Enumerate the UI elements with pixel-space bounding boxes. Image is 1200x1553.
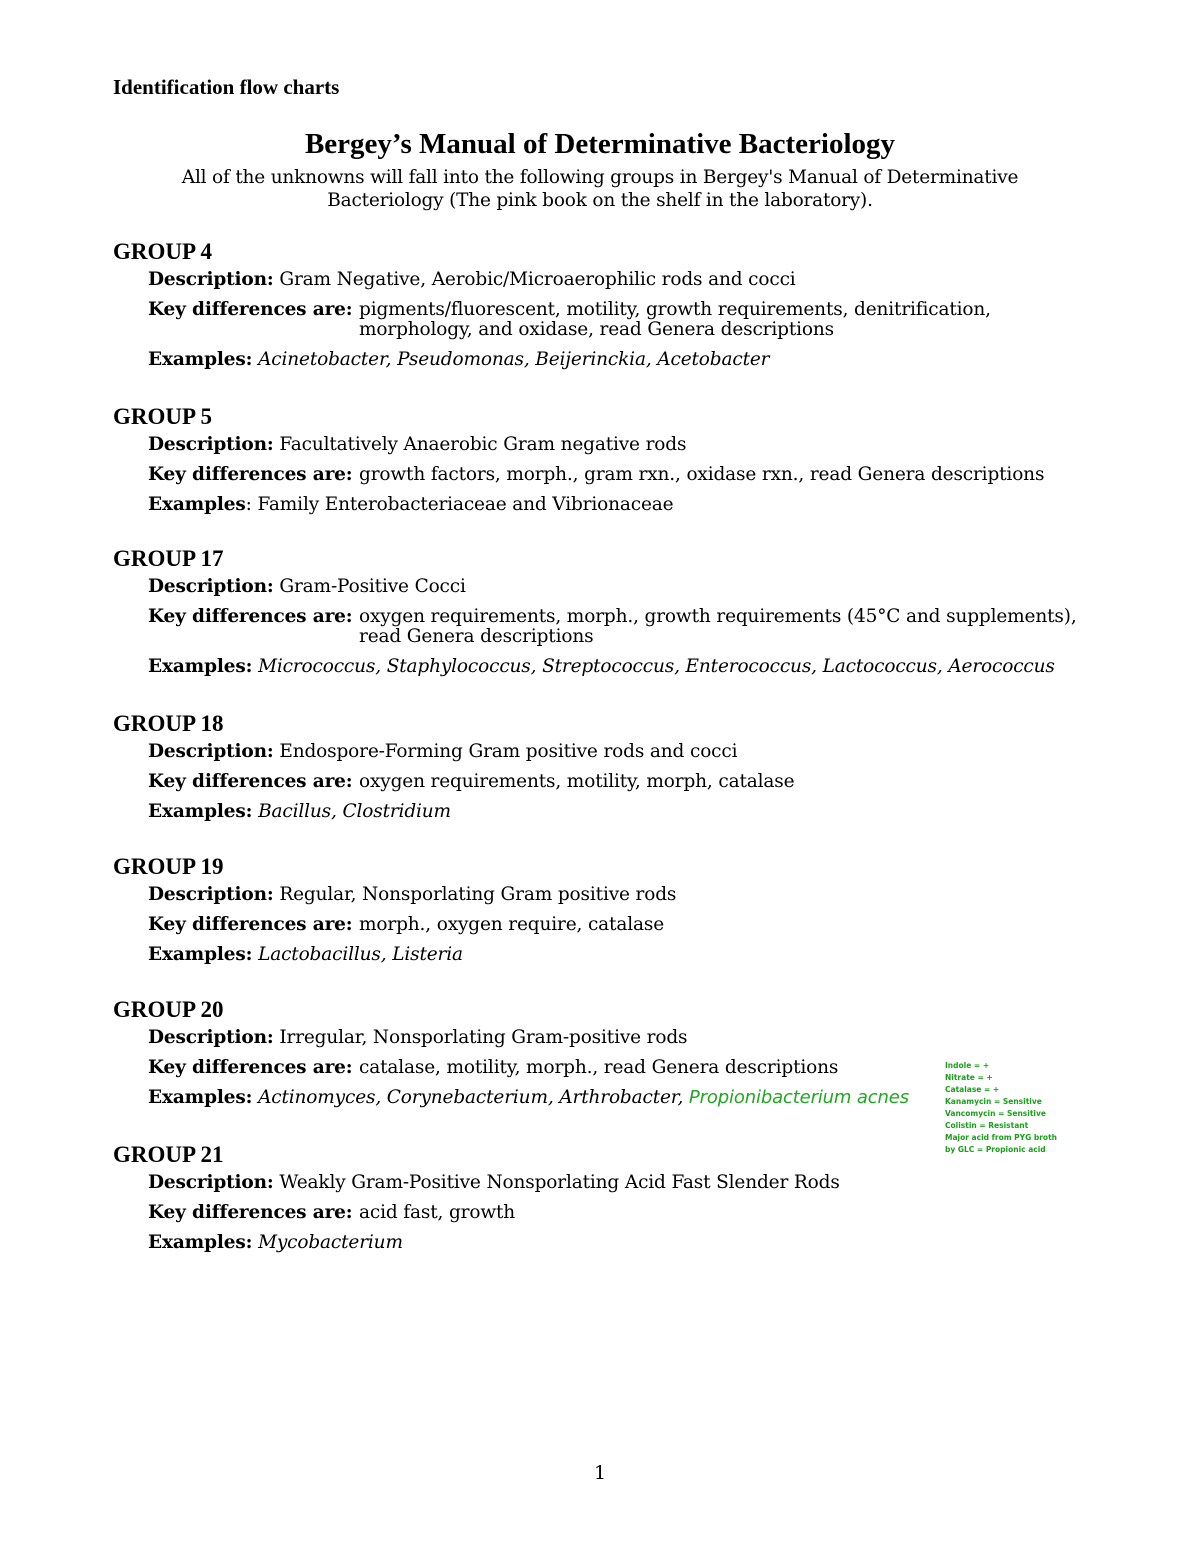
description-row (148, 270, 1113, 290)
key-differences-label: Key differences are: (148, 299, 353, 320)
key-differences-label: Key differences are: (148, 1057, 353, 1078)
group-18 (113, 709, 1113, 832)
side-note-line: Indole = + (945, 1061, 990, 1070)
side-note (945, 1060, 1075, 1156)
side-note-line: Nitrate = + (945, 1073, 993, 1082)
description-row (148, 1028, 1113, 1048)
key-differences-label: Key differences are: (148, 1202, 353, 1223)
examples-label: Examples: (148, 349, 253, 370)
examples-row (148, 657, 1113, 677)
description-label: Description: (148, 1027, 274, 1048)
examples-label: Examples: (148, 801, 253, 822)
key-differences-line-1: catalase, motility, morph., read Genera descriptions (359, 1057, 839, 1078)
intro-line-1: All of the unknowns will fall into the following groups in Bergey's Manual of Determinative (181, 167, 1019, 188)
group-heading: GROUP 4 (113, 239, 213, 264)
group-heading: GROUP 18 (113, 711, 224, 736)
intro-line-2: Bacteriology (The pink book on the shelf in the laboratory). (327, 190, 873, 211)
examples-label: Examples: (148, 656, 253, 677)
group-4 (113, 237, 1113, 380)
examples-text: Acinetobacter, Pseudomonas, Beijerinckia, Acetobacter (258, 349, 770, 370)
group-heading: GROUP 17 (113, 546, 224, 571)
page-number: 1 (593, 1462, 607, 1484)
side-note-line: Catalase = + (945, 1085, 1000, 1094)
description-label: Description: (148, 884, 274, 905)
key-differences-line-1: oxygen requirements, motility, morph, catalase (359, 771, 795, 792)
group-21 (113, 1140, 1113, 1263)
description-text: Endospore-Forming Gram positive rods and cocci (279, 741, 738, 762)
examples-label: Examples: (148, 944, 253, 965)
side-note-line: Colistin = Resistant (945, 1121, 1029, 1130)
description-label: Description: (148, 434, 274, 455)
examples-label: Examples: (148, 1232, 253, 1253)
description-text: Gram Negative, Aerobic/Microaerophilic rods and cocci (279, 269, 796, 290)
side-note-line: Vancomycin = Sensitive (945, 1109, 1046, 1118)
description-label: Description: (148, 269, 274, 290)
header-label: Identification flow charts (113, 75, 340, 99)
description-row (148, 885, 1113, 905)
group-heading: GROUP 19 (113, 854, 224, 879)
description-row (148, 742, 1113, 762)
key-differences-label: Key differences are: (148, 771, 353, 792)
group-5 (113, 402, 1113, 525)
group-17 (113, 544, 1113, 687)
key-differences-line-1: growth factors, morph., gram rxn., oxidase rxn., read Genera descriptions (359, 464, 1045, 485)
group-heading: GROUP 21 (113, 1142, 224, 1167)
key-differences-row (148, 300, 1113, 340)
side-note-line: Kanamycin = Sensitive (945, 1097, 1042, 1106)
group-heading: GROUP 5 (113, 404, 213, 429)
examples-text: Bacillus, Clostridium (258, 801, 451, 822)
page-title: Bergey’s Manual of Determinative Bacteriology (304, 128, 896, 160)
examples-text: Lactobacillus, Listeria (258, 944, 463, 965)
key-differences-row (148, 465, 1113, 485)
key-differences-row (148, 1203, 1113, 1223)
key-differences-row (148, 607, 1113, 647)
examples-row (148, 1233, 1113, 1253)
description-row (148, 435, 1113, 455)
description-label: Description: (148, 1172, 274, 1193)
key-differences-line-1: morph., oxygen require, catalase (359, 914, 664, 935)
description-text: Regular, Nonsporlating Gram positive rods (279, 884, 677, 905)
description-text: Irregular, Nonsporlating Gram-positive rods (279, 1027, 688, 1048)
key-differences-line-1: pigments/fluorescent, motility, growth requirements, denitrification, (359, 299, 991, 320)
examples-text: : Family Enterobacteriaceae and Vibrionaceae (245, 494, 674, 515)
key-differences-label: Key differences are: (148, 464, 353, 485)
group-19 (113, 852, 1113, 975)
examples-label: Examples: (148, 1087, 253, 1108)
key-differences-label: Key differences are: (148, 914, 353, 935)
examples-text: Micrococcus, Staphylococcus, Streptococcus, Enterococcus, Lactococcus, Aerococcus (258, 656, 1055, 677)
highlighted-species: Propionibacterium acnes (688, 1087, 909, 1108)
examples-row (148, 350, 1113, 370)
description-row (148, 1173, 1113, 1193)
examples-row (148, 945, 1113, 965)
examples-row (148, 802, 1113, 822)
key-differences-line-2: morphology, and oxidase, read Genera descriptions (359, 319, 834, 340)
description-text: Weakly Gram-Positive Nonsporlating Acid Fast Slender Rods (279, 1172, 840, 1193)
side-note-line: by GLC = Propionic acid (945, 1145, 1046, 1154)
key-differences-row (148, 772, 1113, 792)
intro-paragraph (140, 166, 1060, 212)
key-differences-line-1: acid fast, growth (359, 1202, 516, 1223)
key-differences-label: Key differences are: (148, 606, 353, 627)
description-row (148, 577, 1113, 597)
key-differences-row (148, 915, 1113, 935)
description-label: Description: (148, 576, 274, 597)
side-note-line: Major acid from PYG broth (945, 1133, 1057, 1142)
examples-row (148, 495, 1113, 515)
group-heading: GROUP 20 (113, 997, 224, 1022)
description-label: Description: (148, 741, 274, 762)
description-text: Facultatively Anaerobic Gram negative rods (279, 434, 687, 455)
examples-text: Actinomyces, Corynebacterium, Arthrobacter, (258, 1087, 684, 1108)
examples-text: Mycobacterium (258, 1232, 403, 1253)
examples-label: Examples (148, 494, 246, 515)
key-differences-line-2: read Genera descriptions (359, 626, 594, 647)
description-text: Gram-Positive Cocci (279, 576, 466, 597)
key-differences-line-1: oxygen requirements, morph., growth requirements (45°C and supplements), (359, 606, 1077, 627)
